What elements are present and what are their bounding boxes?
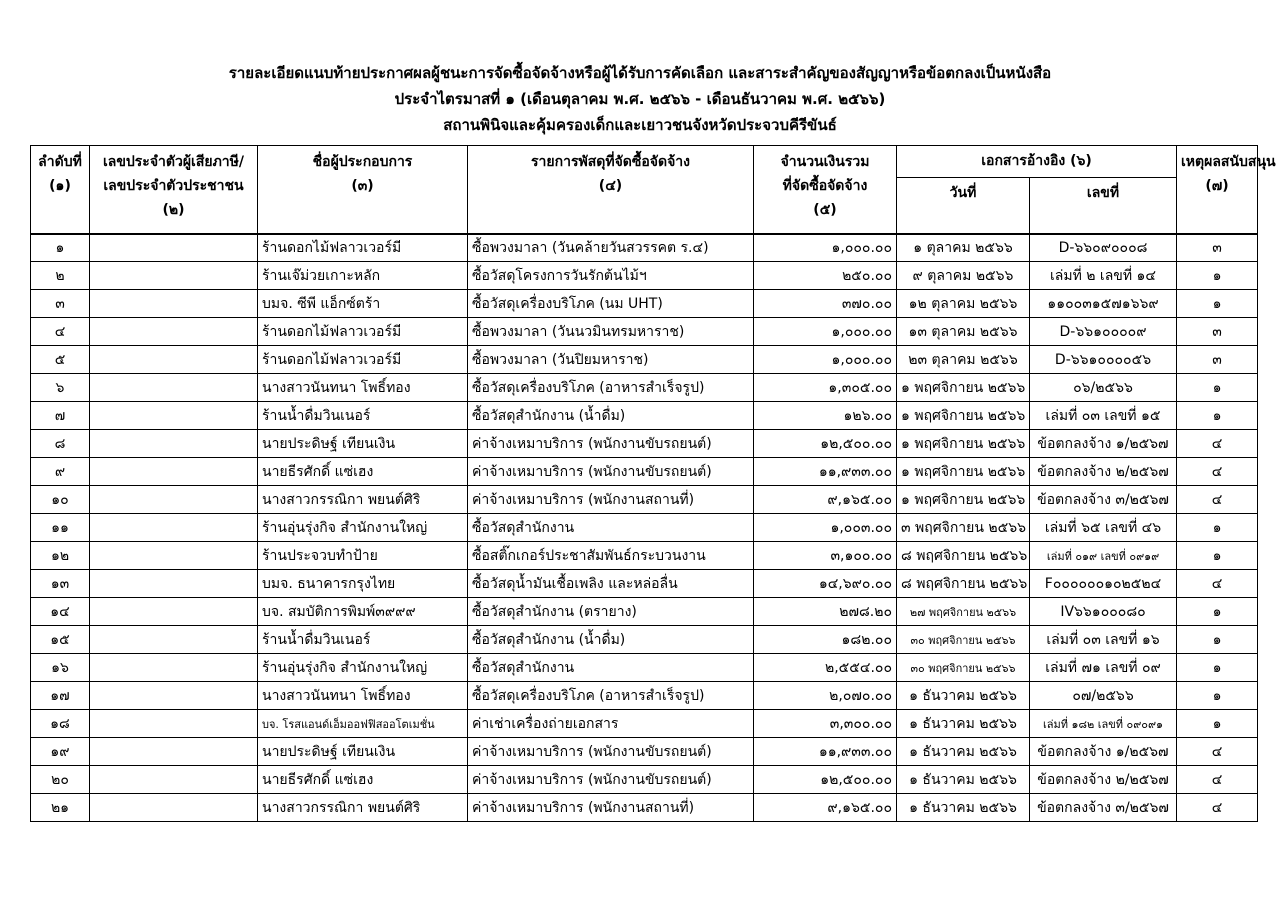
cell-date: ๓๐ พฤศจิกายน ๒๕๖๖ — [897, 626, 1030, 654]
cell-order: ๑๔ — [31, 598, 90, 626]
cell-date: ๑ พฤศจิกายน ๒๕๖๖ — [897, 402, 1030, 430]
cell-number: F๐๐๐๐๐๐๑๐๒๕๒๔ — [1030, 570, 1177, 598]
cell-reason: ๑ — [1177, 514, 1258, 542]
cell-item: ค่าจ้างเหมาบริการ (พนักงานขับรถยนต์) — [468, 430, 754, 458]
cell-date: ๑๓ ตุลาคม ๒๕๖๖ — [897, 318, 1030, 346]
cell-taxid — [90, 682, 258, 710]
cell-taxid — [90, 430, 258, 458]
cell-amount: ๑๒,๕๐๐.๐๐ — [754, 766, 897, 794]
cell-reason: ๔ — [1177, 738, 1258, 766]
cell-item: ซื้อพวงมาลา (วันนวมินทรมหาราช) — [468, 318, 754, 346]
cell-date: ๙ ตุลาคม ๒๕๖๖ — [897, 262, 1030, 290]
cell-order: ๑๓ — [31, 570, 90, 598]
table-body — [31, 234, 1258, 822]
cell-vendor: นายประดิษฐ์ เทียนเงิน — [258, 738, 468, 766]
cell-order: ๖ — [31, 374, 90, 402]
cell-vendor: บมจ. ซีพี แอ็กซ์ตร้า — [258, 290, 468, 318]
cell-reason: ๑ — [1177, 682, 1258, 710]
cell-order: ๑๘ — [31, 710, 90, 738]
cell-taxid — [90, 486, 258, 514]
cell-taxid — [90, 542, 258, 570]
cell-amount: ๒,๐๗๐.๐๐ — [754, 682, 897, 710]
cell-vendor: นายประดิษฐ์ เทียนเงิน — [258, 430, 468, 458]
header-reason: เหตุผลสนับสนุน (๗) — [1177, 146, 1258, 234]
cell-order: ๑๒ — [31, 542, 90, 570]
cell-order: ๔ — [31, 318, 90, 346]
cell-taxid — [90, 626, 258, 654]
cell-item: ซื้อวัสดุสำนักงาน — [468, 514, 754, 542]
table-row — [31, 738, 1258, 766]
cell-date: ๑ ธันวาคม ๒๕๖๖ — [897, 766, 1030, 794]
cell-reason: ๑ — [1177, 542, 1258, 570]
cell-date: ๑๒ ตุลาคม ๒๕๖๖ — [897, 290, 1030, 318]
cell-number: ข้อตกลงจ้าง ๑/๒๕๖๗ — [1030, 430, 1177, 458]
cell-date: ๑ ธันวาคม ๒๕๖๖ — [897, 682, 1030, 710]
cell-taxid — [90, 458, 258, 486]
cell-amount: ๓,๓๐๐.๐๐ — [754, 710, 897, 738]
cell-item: ค่าจ้างเหมาบริการ (พนักงานขับรถยนต์) — [468, 458, 754, 486]
table-row — [31, 486, 1258, 514]
cell-amount: ๑,๐๐๐.๐๐ — [754, 234, 897, 262]
cell-order: ๗ — [31, 402, 90, 430]
cell-reason: ๑ — [1177, 654, 1258, 682]
cell-amount: ๑,๓๐๕.๐๐ — [754, 374, 897, 402]
cell-reason: ๓ — [1177, 318, 1258, 346]
cell-item: ค่าจ้างเหมาบริการ (พนักงานสถานที่) — [468, 794, 754, 822]
cell-amount: ๒,๕๕๔.๐๐ — [754, 654, 897, 682]
cell-item: ซื้อวัสดุสำนักงาน — [468, 654, 754, 682]
cell-number: ข้อตกลงจ้าง ๒/๒๕๖๗ — [1030, 458, 1177, 486]
cell-reason: ๓ — [1177, 346, 1258, 374]
cell-item: ซื้อวัสดุสำนักงาน (น้ำดื่ม) — [468, 402, 754, 430]
cell-number: ๑๑๐๐๓๑๕๗๑๖๖๙ — [1030, 290, 1177, 318]
table-row — [31, 654, 1258, 682]
cell-amount: ๙,๑๖๕.๐๐ — [754, 794, 897, 822]
cell-taxid — [90, 710, 258, 738]
cell-order: ๑ — [31, 234, 90, 262]
cell-reason: ๑ — [1177, 262, 1258, 290]
cell-order: ๑๙ — [31, 738, 90, 766]
cell-date: ๒๓ ตุลาคม ๒๕๖๖ — [897, 346, 1030, 374]
cell-date: ๑ พฤศจิกายน ๒๕๖๖ — [897, 374, 1030, 402]
header-number: เลขที่ — [1030, 178, 1177, 234]
cell-order: ๙ — [31, 458, 90, 486]
cell-vendor: นางสาวกรรณิกา พยนต์ศิริ — [258, 486, 468, 514]
cell-item: ค่าจ้างเหมาบริการ (พนักงานสถานที่) — [468, 486, 754, 514]
cell-amount: ๓๗๐.๐๐ — [754, 290, 897, 318]
cell-amount: ๑,๐๐๐.๐๐ — [754, 346, 897, 374]
title-line-2: ประจำไตรมาสที่ ๑ (เดือนตุลาคม พ.ศ. ๒๕๖๖ - เดือนธันวาคม พ.ศ. ๒๕๖๖) — [394, 90, 886, 108]
cell-number: ข้อตกลงจ้าง ๒/๒๕๖๗ — [1030, 766, 1177, 794]
cell-taxid — [90, 654, 258, 682]
cell-number: เล่มที่ ๖๕ เลขที่ ๔๖ — [1030, 514, 1177, 542]
table-row — [31, 402, 1258, 430]
cell-item: ค่าจ้างเหมาบริการ (พนักงานขับรถยนต์) — [468, 738, 754, 766]
cell-vendor: ร้านอุ่นรุ่งกิจ สำนักงานใหญ่ — [258, 514, 468, 542]
cell-number: เล่มที่ ๐๓ เลขที่ ๑๖ — [1030, 626, 1177, 654]
cell-item: ซื้อวัสดุเครื่องบริโภค (อาหารสำเร็จรูป) — [468, 374, 754, 402]
cell-order: ๑๖ — [31, 654, 90, 682]
cell-vendor: ร้านดอกไม้ฟลาวเวอร์มี — [258, 318, 468, 346]
cell-date: ๑ พฤศจิกายน ๒๕๖๖ — [897, 430, 1030, 458]
cell-order: ๕ — [31, 346, 90, 374]
cell-date: ๑ ธันวาคม ๒๕๖๖ — [897, 710, 1030, 738]
cell-vendor: บจ. สมบัติการพิมพ์๓๙๙๙ — [258, 598, 468, 626]
cell-taxid — [90, 374, 258, 402]
cell-order: ๒๑ — [31, 794, 90, 822]
cell-number: เล่มที่ ๗๑ เลขที่ ๐๙ — [1030, 654, 1177, 682]
cell-taxid — [90, 766, 258, 794]
cell-date: ๑ ธันวาคม ๒๕๖๖ — [897, 794, 1030, 822]
cell-amount: ๒๗๘.๒๐ — [754, 598, 897, 626]
table-row — [31, 710, 1258, 738]
cell-number: ข้อตกลงจ้าง ๑/๒๕๖๗ — [1030, 738, 1177, 766]
table-row — [31, 794, 1258, 822]
cell-reason: ๑ — [1177, 402, 1258, 430]
cell-amount: ๒๕๐.๐๐ — [754, 262, 897, 290]
procurement-table — [30, 145, 1276, 822]
table-row — [31, 542, 1258, 570]
table-row — [31, 346, 1258, 374]
cell-amount: ๑๒,๕๐๐.๐๐ — [754, 430, 897, 458]
table-row — [31, 458, 1258, 486]
cell-vendor: ร้านดอกไม้ฟลาวเวอร์มี — [258, 234, 468, 262]
table-row — [31, 290, 1258, 318]
cell-number: เล่มที่ ๒ เลขที่ ๑๔ — [1030, 262, 1177, 290]
title-line-1: รายละเอียดแนบท้ายประกาศผลผู้ชนะการจัดซื้อจัดจ้างหรือผู้ได้รับการคัดเลือก และสาระสำคัญของสัญญาหรือข้อตกลงเป็นหนังสือ — [228, 64, 1052, 82]
header-reference: เอกสารอ้างอิง (๖) — [897, 146, 1177, 178]
cell-amount: ๑๘๒.๐๐ — [754, 626, 897, 654]
cell-order: ๑๕ — [31, 626, 90, 654]
cell-number: ๐๖/๒๕๖๖ — [1030, 374, 1177, 402]
cell-taxid — [90, 262, 258, 290]
header-taxid: เลขประจำตัวผู้เสียภาษี/ เลขประจำตัวประชาชน (๒) — [90, 146, 258, 234]
cell-taxid — [90, 794, 258, 822]
table-row — [31, 626, 1258, 654]
cell-vendor: นายธีรศักดิ์ แซ่เฮง — [258, 458, 468, 486]
cell-amount: ๓,๑๐๐.๐๐ — [754, 542, 897, 570]
cell-taxid — [90, 234, 258, 262]
cell-vendor: ร้านอุ่นรุ่งกิจ สำนักงานใหญ่ — [258, 654, 468, 682]
table-row — [31, 598, 1258, 626]
cell-vendor: นางสาวนันทนา โพธิ์ทอง — [258, 682, 468, 710]
cell-amount: ๑๑,๙๓๓.๐๐ — [754, 738, 897, 766]
header-item: รายการพัสดุที่จัดซื้อจัดจ้าง (๔) — [468, 146, 754, 234]
table-row — [31, 514, 1258, 542]
header-date: วันที่ — [897, 178, 1030, 234]
cell-taxid — [90, 738, 258, 766]
table-row — [31, 430, 1258, 458]
table-header — [31, 146, 1276, 234]
table-row — [31, 262, 1258, 290]
cell-number: D-๖๖๑๐๐๐๐๕๖ — [1030, 346, 1177, 374]
cell-item: ค่าเช่าเครื่องถ่ายเอกสาร — [468, 710, 754, 738]
cell-date: ๑ พฤศจิกายน ๒๕๖๖ — [897, 486, 1030, 514]
title-line-3: สถานพินิจและคุ้มครองเด็กและเยาวชนจังหวัดประจวบคีรีขันธ์ — [443, 116, 837, 134]
cell-reason: ๑ — [1177, 710, 1258, 738]
cell-number: เล่มที่ ๐๓ เลขที่ ๑๕ — [1030, 402, 1177, 430]
cell-taxid — [90, 318, 258, 346]
cell-reason: ๔ — [1177, 794, 1258, 822]
cell-item: ซื้อวัสดุสำนักงาน (น้ำดื่ม) — [468, 626, 754, 654]
header-vendor: ชื่อผู้ประกอบการ (๓) — [258, 146, 468, 234]
cell-reason: ๔ — [1177, 570, 1258, 598]
cell-reason: ๔ — [1177, 766, 1258, 794]
cell-vendor: ร้านดอกไม้ฟลาวเวอร์มี — [258, 346, 468, 374]
cell-date: ๑ พฤศจิกายน ๒๕๖๖ — [897, 458, 1030, 486]
header-order: ลำดับที่ (๑) — [31, 146, 90, 234]
cell-item: ซื้อวัสดุเครื่องบริโภค (นม UHT) — [468, 290, 754, 318]
cell-number: D-๖๖๐๙๐๐๐๘ — [1030, 234, 1177, 262]
table-row — [31, 234, 1258, 262]
cell-item: ซื้อพวงมาลา (วันคล้ายวันสวรรคต ร.๔) — [468, 234, 754, 262]
cell-reason: ๔ — [1177, 458, 1258, 486]
cell-order: ๘ — [31, 430, 90, 458]
cell-number: เล่มที่ ๐๑๙ เลขที่ ๐๙๑๙ — [1030, 542, 1177, 570]
cell-amount: ๙,๑๖๕.๐๐ — [754, 486, 897, 514]
cell-order: ๑๐ — [31, 486, 90, 514]
cell-number: ข้อตกลงจ้าง ๓/๒๕๖๗ — [1030, 794, 1177, 822]
cell-taxid — [90, 514, 258, 542]
cell-date: ๑ ธันวาคม ๒๕๖๖ — [897, 738, 1030, 766]
cell-date: ๘ พฤศจิกายน ๒๕๖๖ — [897, 570, 1030, 598]
cell-order: ๓ — [31, 290, 90, 318]
cell-taxid — [90, 598, 258, 626]
cell-vendor: นายธีรศักดิ์ แซ่เฮง — [258, 766, 468, 794]
cell-vendor: ร้านเจ๊ม่วยเกาะหลัก — [258, 262, 468, 290]
cell-item: ซื้อวัสดุสำนักงาน (ตรายาง) — [468, 598, 754, 626]
cell-date: ๒๗ พฤศจิกายน ๒๕๖๖ — [897, 598, 1030, 626]
cell-reason: ๑ — [1177, 598, 1258, 626]
cell-amount: ๑๔,๖๙๐.๐๐ — [754, 570, 897, 598]
cell-number: D-๖๖๑๐๐๐๐๙ — [1030, 318, 1177, 346]
table-row — [31, 374, 1258, 402]
cell-amount: ๑,๐๐๓.๐๐ — [754, 514, 897, 542]
cell-vendor: ร้านน้ำดื่มวินเนอร์ — [258, 626, 468, 654]
cell-vendor: บจ. โรสแอนด์เอ็มออฟฟิสออโตเมชั่น — [258, 710, 468, 738]
cell-reason: ๑ — [1177, 374, 1258, 402]
table-row — [31, 682, 1258, 710]
cell-number: ๐๗/๒๕๖๖ — [1030, 682, 1177, 710]
cell-vendor: ร้านประจวบทำป้าย — [258, 542, 468, 570]
cell-number: IV๖๖๑๐๐๐๘๐ — [1030, 598, 1177, 626]
cell-vendor: นางสาวนันทนา โพธิ์ทอง — [258, 374, 468, 402]
cell-item: ค่าจ้างเหมาบริการ (พนักงานขับรถยนต์) — [468, 766, 754, 794]
cell-item: ซื้อพวงมาลา (วันปิยมหาราช) — [468, 346, 754, 374]
cell-taxid — [90, 570, 258, 598]
table-row — [31, 570, 1258, 598]
table-row — [31, 766, 1258, 794]
cell-item: ซื้อวัสดุโครงการวันรักต้นไม้ฯ — [468, 262, 754, 290]
cell-reason: ๔ — [1177, 486, 1258, 514]
cell-amount: ๑,๐๐๐.๐๐ — [754, 318, 897, 346]
cell-order: ๒ — [31, 262, 90, 290]
cell-number: ข้อตกลงจ้าง ๓/๒๕๖๗ — [1030, 486, 1177, 514]
cell-date: ๓ พฤศจิกายน ๒๕๖๖ — [897, 514, 1030, 542]
cell-taxid — [90, 346, 258, 374]
cell-reason: ๓ — [1177, 234, 1258, 262]
cell-reason: ๑ — [1177, 626, 1258, 654]
cell-item: ซื้อวัสดุน้ำมันเชื้อเพลิง และหล่อลื่น — [468, 570, 754, 598]
cell-number: เล่มที่ ๑๘๒ เลขที่ ๐๙๐๙๑ — [1030, 710, 1177, 738]
cell-date: ๘ พฤศจิกายน ๒๕๖๖ — [897, 542, 1030, 570]
cell-item: ซื้อสติ๊กเกอร์ประชาสัมพันธ์กระบวนงาน — [468, 542, 754, 570]
cell-vendor: บมจ. ธนาคารกรุงไทย — [258, 570, 468, 598]
cell-date: ๓๐ พฤศจิกายน ๒๕๖๖ — [897, 654, 1030, 682]
cell-taxid — [90, 402, 258, 430]
cell-taxid — [90, 290, 258, 318]
cell-reason: ๔ — [1177, 430, 1258, 458]
header-amount: จำนวนเงินรวม ที่จัดซื้อจัดจ้าง (๕) — [754, 146, 897, 234]
table-row — [31, 318, 1258, 346]
document-title-block — [0, 60, 1280, 138]
cell-order: ๑๗ — [31, 682, 90, 710]
cell-reason: ๑ — [1177, 290, 1258, 318]
cell-date: ๑ ตุลาคม ๒๕๖๖ — [897, 234, 1030, 262]
cell-order: ๑๑ — [31, 514, 90, 542]
cell-order: ๒๐ — [31, 766, 90, 794]
cell-amount: ๑๒๖.๐๐ — [754, 402, 897, 430]
cell-vendor: นางสาวกรรณิกา พยนต์ศิริ — [258, 794, 468, 822]
cell-vendor: ร้านน้ำดื่มวินเนอร์ — [258, 402, 468, 430]
cell-item: ซื้อวัสดุเครื่องบริโภค (อาหารสำเร็จรูป) — [468, 682, 754, 710]
cell-amount: ๑๑,๙๓๓.๐๐ — [754, 458, 897, 486]
